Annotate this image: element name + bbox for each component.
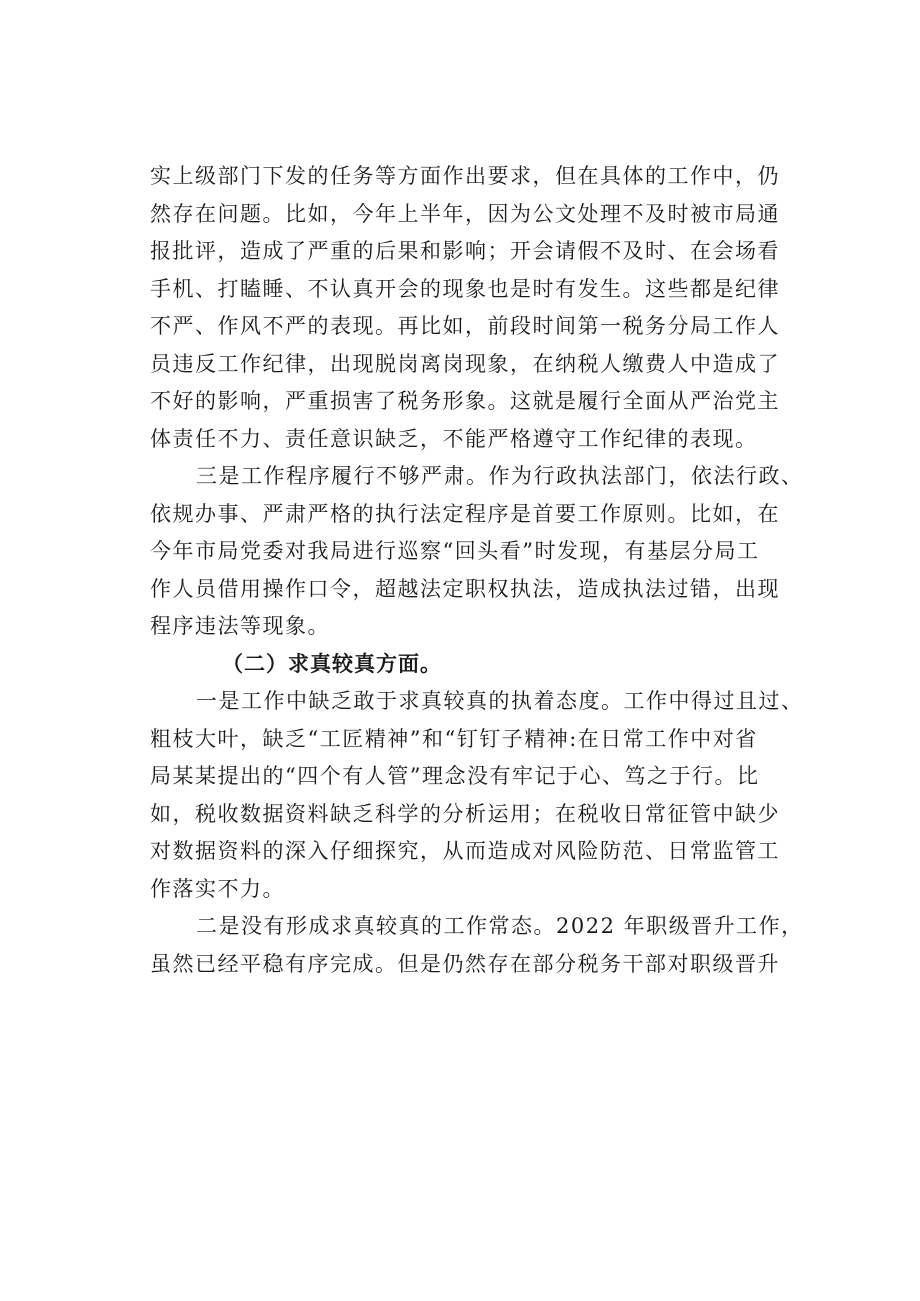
- heading-text: （二）求真较真方面。: [222, 651, 442, 676]
- text-line: 三是工作程序履行不够严肃。作为行政执法部门，依法行政、: [196, 464, 804, 488]
- text-line: 然存在问题。比如，今年上半年，因为公文处理不及时被市局通: [150, 201, 780, 226]
- paragraph-procedure: [150, 458, 810, 646]
- text-line: 今年市局党委对我局进行巡察“回头看”时发现，有基层分局工: [150, 539, 760, 563]
- text-line: 实上级部门下发的任务等方面作出要求，但在具体的工作中，仍: [150, 164, 780, 188]
- text-line: 体责任不力、责任意识缺乏，不能严格遵守工作纪律的表现。: [150, 426, 758, 451]
- section-heading: [150, 646, 810, 684]
- text-line: 局某某提出的“四个有人管”理念没有牢记于心、笃之于行。比: [150, 764, 760, 788]
- text-line: 粗枝大叶，缺乏“工匠精神”和“钉钉子精神:在日常工作中对省: [150, 726, 758, 751]
- text-line: 作人员借用操作口令，超越法定职权执法，造成执法过错，出现: [150, 576, 780, 601]
- text-line: 一是工作中缺乏敢于求真较真的执着态度。工作中得过且过、: [196, 689, 804, 713]
- text-line: 报批评，造成了严重的后果和影响；开会请假不及时、在会场看: [150, 239, 780, 263]
- text-line: 二是没有形成求真较真的工作常态。2022 年职级晋升工作，: [196, 914, 804, 938]
- paragraph-attitude: [150, 683, 810, 908]
- text-line: 不好的影响，严重损害了税务形象。这就是履行全面从严治党主: [150, 389, 780, 413]
- text-line: 虽然已经平稳有序完成。但是仍然存在部分税务干部对职级晋升: [150, 951, 780, 976]
- text-line: 如，税收数据资料缺乏科学的分析运用；在税收日常征管中缺少: [150, 801, 780, 826]
- text-line: 依规办事、严肃严格的执行法定程序是首要工作原则。比如，在: [150, 501, 780, 526]
- paragraph-routine: [150, 908, 810, 983]
- document-body: [150, 158, 810, 983]
- text-line: 作落实不力。: [150, 876, 285, 901]
- text-line: 不严、作风不严的表现。再比如，前段时间第一税务分局工作人: [150, 314, 780, 338]
- text-line: 手机、打瞌睡、不认真开会的现象也是时有发生。这些都是纪律: [150, 276, 780, 301]
- text-line: 程序违法等现象。: [150, 614, 330, 638]
- text-line: 员违反工作纪律，出现脱岗离岗现象，在纳税人缴费人中造成了: [150, 351, 780, 376]
- text-line: 对数据资料的深入仔细探究，从而造成对风险防范、日常监管工: [150, 839, 780, 863]
- paragraph-discipline: [150, 158, 810, 458]
